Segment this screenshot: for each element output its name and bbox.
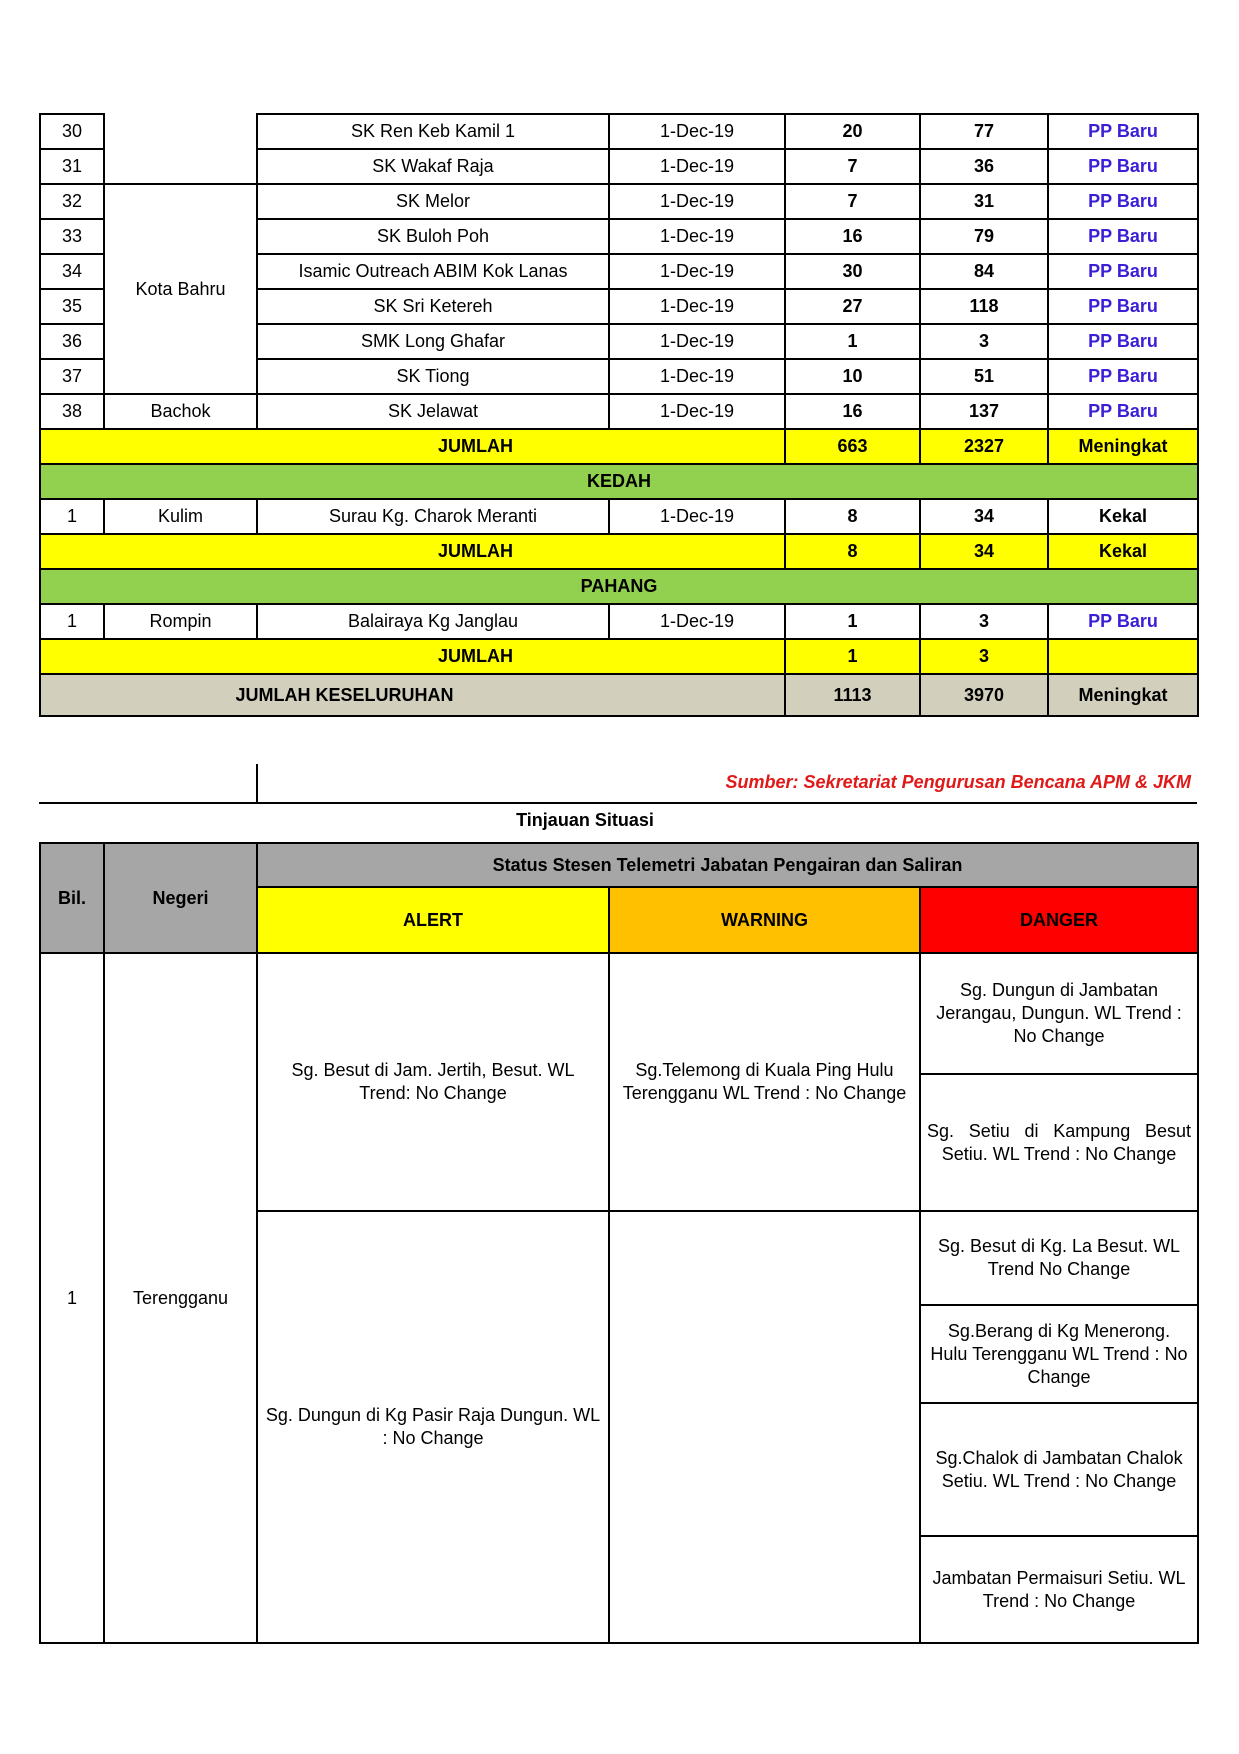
status-cell: PP Baru xyxy=(1048,394,1198,429)
header-alert: ALERT xyxy=(257,887,609,953)
status-cell: PP Baru xyxy=(1048,149,1198,184)
row-number: 35 xyxy=(40,289,104,324)
evacuation-centre: SK Buloh Poh xyxy=(257,219,609,254)
row-number: 32 xyxy=(40,184,104,219)
status-cell: PP Baru xyxy=(1048,219,1198,254)
victims-count: 31 xyxy=(920,184,1048,219)
families-count: 16 xyxy=(785,219,920,254)
families-count: 20 xyxy=(785,114,920,149)
opened-date: 1-Dec-19 xyxy=(609,324,785,359)
opened-date: 1-Dec-19 xyxy=(609,219,785,254)
source-note: Sumber: Sekretariat Pengurusan Bencana APM & JKM xyxy=(725,772,1191,792)
victims-count: 77 xyxy=(920,114,1048,149)
evacuation-centre: SK Sri Ketereh xyxy=(257,289,609,324)
status-cell: PP Baru xyxy=(1048,604,1198,639)
total-label: JUMLAH xyxy=(40,429,785,464)
kelantan-total-row xyxy=(40,429,1198,464)
opened-date: 1-Dec-19 xyxy=(609,604,785,639)
status-cell: PP Baru xyxy=(1048,114,1198,149)
table-row xyxy=(40,604,1198,639)
district-cell xyxy=(104,114,257,184)
district-cell: Rompin xyxy=(104,604,257,639)
row-number: 31 xyxy=(40,149,104,184)
evacuation-centre: SK Wakaf Raja xyxy=(257,149,609,184)
total-families: 663 xyxy=(785,429,920,464)
row-number: 30 xyxy=(40,114,104,149)
kedah-total-row xyxy=(40,534,1198,569)
families-count: 1 xyxy=(785,604,920,639)
status-cell: PP Baru xyxy=(1048,254,1198,289)
status-cell: Kekal xyxy=(1048,499,1198,534)
pahang-total-row xyxy=(40,639,1198,674)
district-cell: Kulim xyxy=(104,499,257,534)
families-count: 7 xyxy=(785,184,920,219)
state-heading: PAHANG xyxy=(40,569,1198,604)
total-victims: 3 xyxy=(920,639,1048,674)
total-victims: 34 xyxy=(920,534,1048,569)
families-count: 16 xyxy=(785,394,920,429)
divider xyxy=(256,764,258,802)
victims-count: 51 xyxy=(920,359,1048,394)
evacuation-centre: SK Tiong xyxy=(257,359,609,394)
families-count: 7 xyxy=(785,149,920,184)
total-families: 1 xyxy=(785,639,920,674)
telemetry-status-table xyxy=(39,842,1199,1644)
opened-date: 1-Dec-19 xyxy=(609,114,785,149)
header-telemetry-status: Status Stesen Telemetri Jabatan Pengairan dan Saliran xyxy=(257,843,1198,887)
victims-count: 118 xyxy=(920,289,1048,324)
families-count: 10 xyxy=(785,359,920,394)
total-status: Kekal xyxy=(1048,534,1198,569)
grand-total-row xyxy=(40,674,1198,716)
total-status: Meningkat xyxy=(1048,429,1198,464)
families-count: 8 xyxy=(785,499,920,534)
victims-count: 34 xyxy=(920,499,1048,534)
header-danger: DANGER xyxy=(920,887,1198,953)
opened-date: 1-Dec-19 xyxy=(609,499,785,534)
total-status xyxy=(1048,639,1198,674)
total-families: 1113 xyxy=(785,674,920,716)
table-row xyxy=(40,499,1198,534)
section-title: Tinjauan Situasi xyxy=(516,810,654,830)
state-heading: KEDAH xyxy=(40,464,1198,499)
total-families: 8 xyxy=(785,534,920,569)
table-row xyxy=(40,114,1198,149)
district-cell: Kota Bahru xyxy=(104,184,257,394)
status-cell: PP Baru xyxy=(1048,289,1198,324)
header-bil: Bil. xyxy=(40,843,104,953)
status-row-number: 1 xyxy=(40,953,104,1643)
alert-station: Sg. Dungun di Kg Pasir Raja Dungun. WL : No Change xyxy=(257,1211,609,1643)
alert-station: Sg. Besut di Jam. Jertih, Besut. WL Trend: No Change xyxy=(257,953,609,1211)
opened-date: 1-Dec-19 xyxy=(609,289,785,324)
victims-count: 3 xyxy=(920,324,1048,359)
families-count: 1 xyxy=(785,324,920,359)
total-victims: 2327 xyxy=(920,429,1048,464)
victims-count: 36 xyxy=(920,149,1048,184)
victims-count: 79 xyxy=(920,219,1048,254)
header-warning: WARNING xyxy=(609,887,920,953)
district-cell: Bachok xyxy=(104,394,257,429)
danger-station: Sg. Dungun di Jambatan Jerangau, Dungun. WL Trend : No Change xyxy=(920,953,1198,1074)
total-status: Meningkat xyxy=(1048,674,1198,716)
danger-station: Sg.Berang di Kg Menerong. Hulu Terengganu WL Trend : No Change xyxy=(920,1305,1198,1403)
victims-count: 84 xyxy=(920,254,1048,289)
row-number: 34 xyxy=(40,254,104,289)
opened-date: 1-Dec-19 xyxy=(609,184,785,219)
warning-station: Sg.Telemong di Kuala Ping Hulu Terengganu WL Trend : No Change xyxy=(609,953,920,1211)
opened-date: 1-Dec-19 xyxy=(609,254,785,289)
status-cell: PP Baru xyxy=(1048,359,1198,394)
families-count: 30 xyxy=(785,254,920,289)
evacuation-centre: Isamic Outreach ABIM Kok Lanas xyxy=(257,254,609,289)
row-number: 1 xyxy=(40,499,104,534)
evacuation-centre: SK Ren Keb Kamil 1 xyxy=(257,114,609,149)
total-label: JUMLAH xyxy=(40,639,785,674)
total-label: JUMLAH KESELURUHAN xyxy=(40,674,785,716)
source-row xyxy=(39,764,1197,804)
danger-station: Sg. Besut di Kg. La Besut. WL Trend No Change xyxy=(920,1211,1198,1305)
status-cell: PP Baru xyxy=(1048,324,1198,359)
opened-date: 1-Dec-19 xyxy=(609,149,785,184)
victims-count: 3 xyxy=(920,604,1048,639)
evacuation-centre: SK Melor xyxy=(257,184,609,219)
status-cell: PP Baru xyxy=(1048,184,1198,219)
row-number: 38 xyxy=(40,394,104,429)
row-number: 36 xyxy=(40,324,104,359)
state-row-kedah xyxy=(40,464,1198,499)
row-number: 37 xyxy=(40,359,104,394)
danger-station: Sg.Chalok di Jambatan Chalok Setiu. WL Trend : No Change xyxy=(920,1403,1198,1536)
evacuation-centre: Surau Kg. Charok Meranti xyxy=(257,499,609,534)
danger-station: Jambatan Permaisuri Setiu. WL Trend : No Change xyxy=(920,1536,1198,1643)
opened-date: 1-Dec-19 xyxy=(609,359,785,394)
total-label: JUMLAH xyxy=(40,534,785,569)
table-row xyxy=(40,184,1198,219)
header-negeri: Negeri xyxy=(104,843,257,953)
row-number: 33 xyxy=(40,219,104,254)
row-number: 1 xyxy=(40,604,104,639)
status-row-state: Terengganu xyxy=(104,953,257,1643)
evacuation-centres-table xyxy=(39,113,1199,717)
opened-date: 1-Dec-19 xyxy=(609,394,785,429)
families-count: 27 xyxy=(785,289,920,324)
evacuation-centre: Balairaya Kg Janglau xyxy=(257,604,609,639)
table-row xyxy=(40,394,1198,429)
warning-station xyxy=(609,1211,920,1643)
total-victims: 3970 xyxy=(920,674,1048,716)
danger-station: Sg. Setiu di Kampung Besut Setiu. WL Trend : No Change xyxy=(920,1074,1198,1211)
state-row-pahang xyxy=(40,569,1198,604)
evacuation-centre: SMK Long Ghafar xyxy=(257,324,609,359)
evacuation-centre: SK Jelawat xyxy=(257,394,609,429)
victims-count: 137 xyxy=(920,394,1048,429)
